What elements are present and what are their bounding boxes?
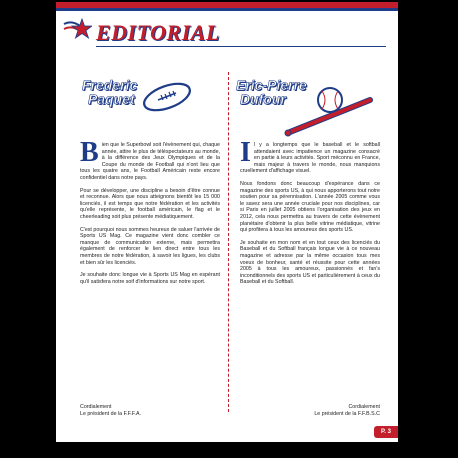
right-author-first: Eric-Pierre (236, 77, 307, 93)
right-dropcap: I (240, 137, 251, 168)
left-paragraph-2: Pour se développer, une discipline a besoin d'être connue et reconnue. Alors que nous atteignons bientôt les 15 000 licenciés, il est temps que notre fédération et les activités qu'elle représente, le football américain, le flag et le cheerleading soit plus présente médiatiquement. (80, 187, 220, 220)
baseball-bat-icon (266, 82, 376, 142)
page-number: P. 3 (374, 426, 398, 438)
right-author-last: Dufour (240, 91, 286, 107)
editorial-page (56, 2, 398, 442)
right-paragraph-1 (240, 137, 380, 175)
left-paragraph-4: Je souhaite donc longue vie à Sports US Mag en espérant qu'il satisfera notre soif d'informations sur notre sport. (80, 272, 220, 285)
star-logo-icon (62, 16, 92, 42)
right-signature (314, 404, 380, 418)
right-paragraph-2: Nous fondons donc beaucoup d'espérance dans ce magazine des sports US, à qui nous apporterons tout notre soutien pour sa pérennisation. L'année 2005 comme vous le savez sera une année cruciale pour nos disciplines, car si Paris en juillet 2005 obtiens l'organisation des jeux en 2012, cela nous permettra au travers de cette évènement planétaire d'obtenir la plus belle vitrine médiatique, vitrine qui profitera à tous les amoureux des sports US. (240, 180, 380, 234)
left-paragraph-3: C'est pourquoi nous sommes heureux de saluer l'arrivée de Sports US Mag. Ce magazine vient donc combler ce manque de communication externe, mais permettra également de renforcer le lien direct entre tous les membres de notre fédération, à savoir les ligues, les clubs et bien sûr les licenciés. (80, 226, 220, 266)
title-rule (96, 46, 386, 47)
left-author-name (82, 78, 137, 106)
left-sign-greeting: Cordialement (80, 404, 112, 410)
left-signature (80, 404, 141, 418)
header-band-blue (56, 8, 398, 11)
right-paragraph-1-text: l y a longtemps que le baseball et le softball attendaient avec impatience un magazine consacré en partie à leurs activités. Sport méconnu en France, mais majeur à travers le monde, nous manquions cruellement d'affichage visuel. (240, 142, 380, 175)
page-title: EDITORIAL (96, 20, 220, 45)
left-column (80, 137, 220, 291)
left-paragraph-1 (80, 137, 220, 182)
right-sign-title: Le président de la F.F.B.S.C (314, 411, 380, 417)
left-author-last: Paquet (88, 91, 135, 107)
right-paragraph-3: Je souhaite en mon nom et en tout ceux des licenciés du Baseball et du Softball français longue vie à ce nouveau magazine et adresse par la même occasion tous mes voeux de bonheur, santé et réussite pour cette années 2005 à tous les amoureux, passionnés et fan's inconditionnels des sports US et particulièrement à ceux du Baseball et du Softball. (240, 239, 380, 286)
left-paragraph-1-text: ien que le Superbowl soit l'évènement qui, chaque année, attire le plus de téléspectateurs au monde, à la différence des Jeux Olympiques et de la Coupe du monde de Football qui n'ont lieu que tous les quatre ans, le Football Américain reste encore confidentiel dans notre pays. (80, 142, 220, 181)
left-sign-title: Le président de la F.F.F.A. (80, 411, 141, 417)
left-author-first: Frederic (82, 77, 138, 93)
left-dropcap: B (80, 137, 99, 168)
right-sign-greeting: Cordialement (348, 404, 380, 410)
right-column (240, 137, 380, 292)
football-icon (140, 80, 194, 114)
column-divider (228, 72, 229, 412)
